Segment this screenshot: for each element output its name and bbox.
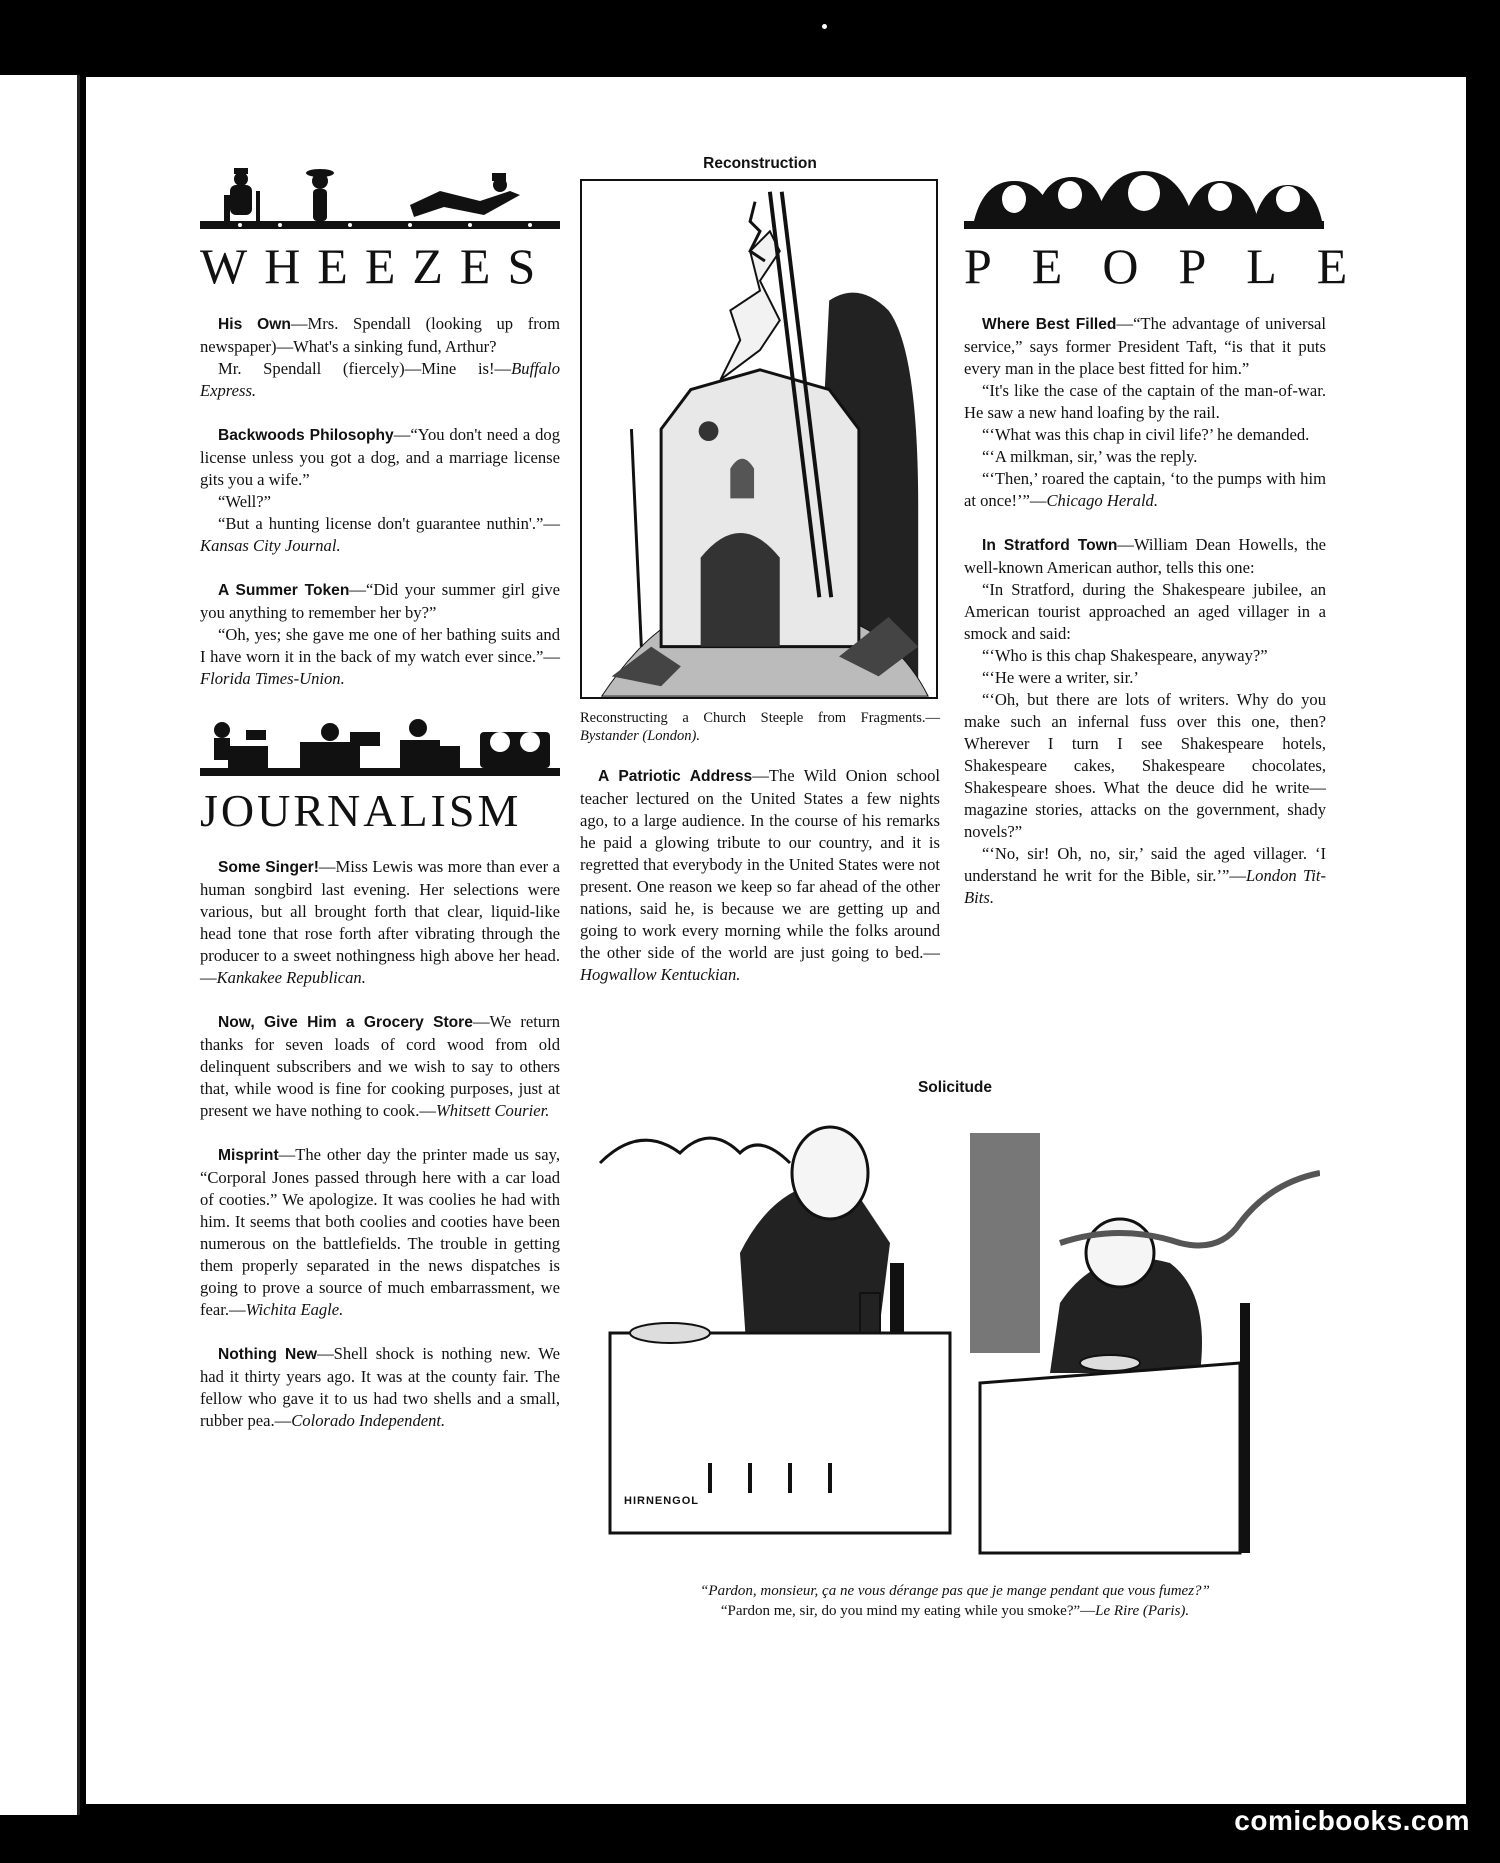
headline: A Patriotic Address [598, 768, 753, 785]
article-backwoods-philosophy: Backwoods Philosophy—“You don't need a dog license unless you got a dog, and a marriage license gits you a wife.” “Well?” “But a hunting license don't guarantee nuthin'.”—Kansas City Journal. [200, 425, 560, 555]
headline: Some Singer! [218, 859, 319, 876]
wheezes-heading: WHEEZES [200, 238, 553, 294]
journalism-heading: JOURNALISM [200, 785, 522, 836]
solicitude-cartoon [580, 1079, 1330, 1621]
artist-signature: HIRNENGOL [624, 1495, 699, 1507]
article-patriotic-address: A Patriotic Address—The Wild Onion school teacher lectured on the United States a few nights ago, to a large audience. In the course of his remarks he paid a glowing tribute to our country, and it is regretted that everybody in the United States were not present. One reason we keep so far ahead of the other nations, said he, is because we are getting up and going to work every morning while the folks around the other side of the world are just going to bed.—Hogwallow Kentuckian. [580, 766, 940, 984]
people-heading: PEOPLE [964, 238, 1388, 294]
watermark: comicbooks.com [1234, 1805, 1470, 1836]
article-where-best-filled: Where Best Filled—“The advantage of universal service,” says former President Taft, “is that it puts every man in the place best fitted for him.” “It's like the case of the captain of the man-of-war. He saw a new hand loafing by the rail. “‘What was this chap in civil life?’ he demanded. “‘A milkman, sir,’ was the reply. “‘Then,’ roared the captain, ‘to the pumps with him at once!’”—Chicago Herald. [964, 314, 1327, 510]
right-column [964, 165, 1388, 931]
restaurant-diners-illustration [590, 1103, 1320, 1573]
scan-speck [822, 24, 827, 29]
left-column [200, 165, 560, 1454]
headline: In Stratford Town [982, 537, 1118, 554]
magazine-page [86, 77, 1466, 1804]
people-vignette-icon [964, 165, 1324, 235]
headline: A Summer Token [218, 582, 350, 599]
church-steeple-illustration [580, 179, 938, 699]
headline: His Own [218, 316, 291, 333]
headline: Misprint [218, 1147, 279, 1164]
solicitude-caption: “Pardon, monsieur, ça ne vous dérange pas que je mange pendant que vous fumez?” “Pardon me, sir, do you mind my eating while you smoke?”—Le Rire (Paris). [700, 1583, 1210, 1619]
article-his-own: His Own—Mrs. Spendall (looking up from newspaper)—What's a sinking fund, Arthur? Mr. Spendall (fiercely)—Mine is!—Buffalo Express. [200, 314, 560, 400]
journalism-vignette-icon [200, 712, 560, 782]
article-grocery-store: Now, Give Him a Grocery Store—We return thanks for seven loads of cord wood from old delinquent subscribers and we wish to say to others that, while wood is fine for cooking purposes, just at present we have nothing to cook.—Whitsett Courier. [200, 1012, 560, 1120]
article-nothing-new: Nothing New—Shell shock is nothing new. We had it thirty years ago. It was at the county fair. The fellow who gave it to us had two shells and a small, rubber pea.—Colorado Independent. [200, 1344, 560, 1430]
reconstruction-title: Reconstruction [703, 155, 817, 172]
headline: Now, Give Him a Grocery Store [218, 1014, 473, 1031]
headline: Backwoods Philosophy [218, 427, 394, 444]
solicitude-title: Solicitude [917, 1079, 993, 1096]
article-some-singer: Some Singer!—Miss Lewis was more than ever a human songbird last evening. Her selections were various, but all brought forth that clear, liquid-like head tone that rose forth after vibrating through the producer to a sweet nothingness high above her head.—Kankakee Republican. [200, 857, 560, 987]
headline: Nothing New [218, 1346, 318, 1363]
middle-column [580, 155, 940, 1008]
article-misprint: Misprint—The other day the printer made us say, “Corporal Jones passed through here with a car load of cooties.” We apologize. It was coolies he had with him. It seems that both coolies and cooties have been numerous on the battlefields. The trouble in getting them properly separated in the news dispatches is going to prove a source of much embarrassment, we fear.—Wichita Eagle. [200, 1145, 560, 1319]
headline: Where Best Filled [982, 316, 1117, 333]
article-summer-token: A Summer Token—“Did your summer girl give you anything to remember her by?” “Oh, yes; she gave me one of her bathing suits and I have worn it in the back of my watch ever since.”—Florida Times-Union. [200, 580, 560, 688]
article-stratford-town: In Stratford Town—William Dean Howells, the well-known American author, tells this one: “In Stratford, during the Shakespeare jubilee, an American tourist approached an aged villager in a smock and said: “‘Who is this chap Shakespeare, anyway?” “‘He were a writer, sir.’ “‘Oh, but there are lots of writers. Why do you make such an infernal fuss over this one, then? Wherever I turn I see Shakespeare hotels, Shakespeare cakes, Shakespeare chocolates, Shakespeare shoes. What the deuce did he write—magazine stories, attacks on the government, shady novels?” “‘No, sir! Oh, no, sir,’ said the aged villager. ‘I understand he writ for the Bible, sir.’”—London Tit-Bits. [964, 535, 1327, 907]
reconstruction-caption: Reconstructing a Church Steeple from Fragments.—Bystander (London). [580, 710, 940, 744]
facing-page-edge [0, 75, 80, 1815]
wheezes-vignette-icon [200, 165, 560, 235]
